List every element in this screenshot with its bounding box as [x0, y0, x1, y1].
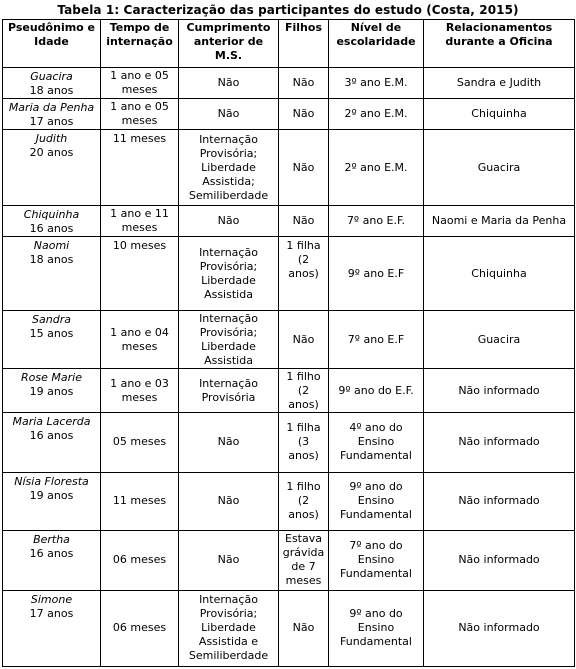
tempo-text: 1 ano e 04 [110, 325, 169, 339]
header-cell [3, 20, 101, 68]
relacionamentos-cell [424, 130, 575, 206]
cumprimento-text: Internação [199, 245, 258, 259]
participant-cell [3, 99, 101, 130]
nivel-text: 9º ano do [349, 480, 403, 494]
filhos-cell [279, 68, 329, 99]
relacionamentos-text: Guacira [477, 332, 521, 346]
nivel-text: 2º ano E.M. [344, 160, 408, 174]
tempo-text: meses [121, 83, 158, 97]
relacionamentos-text: Sandra e Judith [456, 76, 542, 90]
cumprimento-text: Assistida [204, 287, 253, 301]
nivel-text: Ensino [357, 494, 395, 508]
filhos-cell [279, 206, 329, 237]
header-cell [424, 20, 575, 68]
filhos-text: Não [292, 332, 315, 346]
relacionamentos-cell [424, 206, 575, 237]
participant-name: Naomi [33, 239, 70, 253]
nivel-text: 4º ano do [349, 421, 403, 435]
filhos-cell [279, 412, 329, 472]
tempo-cell [101, 412, 179, 472]
relacionamentos-cell [424, 369, 575, 412]
tempo-text: 1 ano e 03 [110, 376, 169, 390]
header-text: Relacionamentos [445, 21, 553, 34]
participant-age: 19 anos [29, 488, 74, 502]
participant-age: 15 anos [29, 327, 74, 341]
relacionamentos-text: Chiquinha [471, 266, 527, 280]
cumprimento-text: Provisória [201, 390, 256, 404]
participant-age: 16 anos [29, 222, 74, 236]
table-row [3, 530, 575, 590]
tempo-cell [101, 311, 179, 369]
cumprimento-cell [179, 237, 279, 311]
nivel-cell [329, 237, 424, 311]
nivel-text: 9º ano E.F [347, 266, 405, 280]
cumprimento-text: Assistida [204, 353, 253, 367]
header-text: Tempo de [109, 21, 170, 34]
relacionamentos-text: Guacira [477, 160, 521, 174]
nivel-text: Fundamental [340, 449, 412, 463]
relacionamentos-cell [424, 311, 575, 369]
cumprimento-text: Não [217, 553, 240, 567]
participant-age: 18 anos [29, 253, 74, 267]
nivel-cell [329, 311, 424, 369]
nivel-cell [329, 68, 424, 99]
nivel-cell [329, 130, 424, 206]
tempo-text: 05 meses [112, 435, 167, 449]
header-text: Pseudônimo e [7, 21, 96, 34]
tempo-cell [101, 206, 179, 237]
relacionamentos-text: Não informado [458, 383, 540, 397]
tempo-text: meses [121, 390, 158, 404]
filhos-text: 1 filho [286, 480, 321, 494]
filhos-text: (2 anos) [288, 383, 319, 411]
filhos-cell [279, 530, 329, 590]
nivel-text: Ensino [357, 621, 395, 635]
tempo-text: meses [121, 114, 158, 128]
participant-age: 17 anos [29, 115, 74, 129]
relacionamentos-text: Não informado [458, 494, 540, 508]
tempo-cell [101, 237, 179, 311]
filhos-text: (3 anos) [288, 435, 319, 463]
participant-age: 16 anos [29, 428, 74, 442]
participant-name: Judith [35, 132, 68, 146]
tempo-cell [101, 130, 179, 206]
participant-cell [3, 206, 101, 237]
participant-name: Chiquinha [23, 208, 80, 222]
participant-name: Bertha [33, 532, 70, 546]
filhos-text: Não [292, 107, 315, 121]
nivel-text: Fundamental [340, 567, 412, 581]
tempo-cell [101, 590, 179, 666]
nivel-cell [329, 99, 424, 130]
cumprimento-text: Não [217, 76, 240, 90]
participant-cell [3, 590, 101, 666]
cumprimento-text: Internação [199, 311, 258, 325]
relacionamentos-text: Naomi e Maria da Penha [431, 214, 567, 228]
filhos-text: (2 anos) [288, 253, 319, 281]
participant-cell [3, 237, 101, 311]
nivel-cell [329, 530, 424, 590]
header-text: Cumprimento [186, 21, 271, 34]
cumprimento-text: Provisória; [199, 146, 258, 160]
relacionamentos-cell [424, 68, 575, 99]
participant-cell [3, 369, 101, 412]
table-row [3, 206, 575, 237]
nivel-text: 9º ano do E.F. [338, 383, 414, 397]
nivel-cell [329, 412, 424, 472]
relacionamentos-text: Não informado [458, 553, 540, 567]
cumprimento-text: Provisória; [199, 325, 258, 339]
tempo-text: 06 meses [112, 621, 167, 635]
nivel-cell [329, 590, 424, 666]
cumprimento-text: Liberdade [201, 621, 256, 635]
nivel-cell [329, 369, 424, 412]
header-cell [179, 20, 279, 68]
participant-name: Sandra [32, 313, 71, 327]
tempo-text: meses [121, 339, 158, 353]
header-text: Nível de [350, 21, 402, 34]
participant-cell [3, 130, 101, 206]
cumprimento-cell [179, 590, 279, 666]
participant-name: Maria da Penha [8, 101, 95, 115]
cumprimento-text: Internação [199, 376, 258, 390]
filhos-text: Não [292, 76, 315, 90]
tempo-text: meses [121, 221, 158, 235]
filhos-text: meses [285, 574, 322, 588]
header-text: internação [106, 35, 173, 48]
header-cell [329, 20, 424, 68]
cumprimento-text: Não [217, 214, 240, 228]
participant-age: 19 anos [29, 385, 74, 399]
filhos-cell [279, 237, 329, 311]
filhos-text: Não [292, 160, 315, 174]
nivel-text: Fundamental [340, 635, 412, 649]
table-row [3, 472, 575, 530]
filhos-cell [279, 472, 329, 530]
header-text: M.S. [214, 49, 243, 62]
filhos-text: 1 filha [286, 421, 321, 435]
cumprimento-text: Internação [199, 593, 258, 607]
cumprimento-text: Internação [199, 132, 258, 146]
cumprimento-text: Assistida; [202, 174, 255, 188]
filhos-text: Estava [285, 532, 322, 546]
cumprimento-cell [179, 68, 279, 99]
filhos-text: Não [292, 621, 315, 635]
nivel-text: Fundamental [340, 508, 412, 522]
participants-table [2, 19, 575, 667]
cumprimento-cell [179, 369, 279, 412]
header-text: anterior de [193, 35, 264, 48]
relacionamentos-cell [424, 412, 575, 472]
filhos-text: (2 anos) [288, 494, 319, 522]
participant-cell [3, 311, 101, 369]
participant-cell [3, 412, 101, 472]
cumprimento-text: Semiliberdade [188, 649, 269, 663]
header-text: durante a Oficina [445, 35, 553, 48]
nivel-text: Ensino [357, 435, 395, 449]
nivel-text: 7º ano E.F. [346, 214, 406, 228]
participant-name: Maria Lacerda [12, 414, 91, 428]
cumprimento-cell [179, 472, 279, 530]
table-row [3, 130, 575, 206]
relacionamentos-cell [424, 99, 575, 130]
table-row [3, 311, 575, 369]
nivel-text: 9º ano do [349, 607, 403, 621]
tempo-cell [101, 472, 179, 530]
tempo-text: 1 ano e 05 [110, 100, 169, 114]
cumprimento-cell [179, 311, 279, 369]
nivel-cell [329, 206, 424, 237]
relacionamentos-cell [424, 530, 575, 590]
participant-name: Rose Marie [21, 371, 82, 385]
nivel-text: 2º ano E.M. [344, 107, 408, 121]
participant-name: Guacira [30, 70, 73, 83]
cumprimento-cell [179, 412, 279, 472]
cumprimento-cell [179, 206, 279, 237]
table-row [3, 237, 575, 311]
filhos-cell [279, 130, 329, 206]
participant-cell [3, 472, 101, 530]
relacionamentos-cell [424, 472, 575, 530]
participant-age: 20 anos [29, 146, 74, 160]
table-caption: Tabela 1: Caracterização das participantes do estudo (Costa, 2015) [57, 3, 519, 17]
participant-cell [3, 68, 101, 99]
nivel-text: 7º ano E.F [347, 332, 405, 346]
participant-name: Nísia Floresta [14, 474, 89, 488]
filhos-cell [279, 311, 329, 369]
nivel-text: 7º ano do [349, 539, 403, 553]
cumprimento-text: Liberdade [201, 339, 256, 353]
table-row [3, 68, 575, 99]
tempo-text: 10 meses [112, 239, 167, 253]
tempo-text: 11 meses [112, 494, 167, 508]
participant-age: 18 anos [29, 84, 74, 97]
participant-cell [3, 530, 101, 590]
cumprimento-text: Liberdade [201, 273, 256, 287]
participant-name: Simone [30, 592, 73, 606]
nivel-text: 3º ano E.M. [344, 76, 408, 90]
tempo-cell [101, 369, 179, 412]
tempo-cell [101, 68, 179, 99]
cumprimento-text: Não [217, 435, 240, 449]
participant-age: 16 anos [29, 546, 74, 560]
table-row [3, 412, 575, 472]
header-text: escolaridade [336, 35, 416, 48]
table-row [3, 369, 575, 412]
cumprimento-text: Provisória; [199, 259, 258, 273]
tempo-text: 11 meses [112, 132, 167, 146]
filhos-text: de 7 [291, 560, 316, 574]
header-cell [279, 20, 329, 68]
header-text: Idade [34, 35, 69, 48]
relacionamentos-text: Não informado [458, 621, 540, 635]
filhos-cell [279, 99, 329, 130]
filhos-text: 1 filho [286, 369, 321, 383]
tempo-cell [101, 99, 179, 130]
filhos-text: Não [292, 214, 315, 228]
nivel-cell [329, 472, 424, 530]
nivel-text: Ensino [357, 553, 395, 567]
relacionamentos-cell [424, 237, 575, 311]
tempo-text: 1 ano e 11 [110, 207, 169, 221]
cumprimento-cell [179, 530, 279, 590]
cumprimento-text: Provisória; [199, 607, 258, 621]
cumprimento-text: Semiliberdade [188, 188, 269, 202]
cumprimento-cell [179, 99, 279, 130]
tempo-text: 06 meses [112, 553, 167, 567]
header-row [3, 20, 575, 68]
cumprimento-cell [179, 130, 279, 206]
filhos-text: grávida [282, 546, 325, 560]
relacionamentos-text: Não informado [458, 435, 540, 449]
filhos-cell [279, 369, 329, 412]
header-text: Filhos [285, 21, 322, 34]
table-row [3, 99, 575, 130]
header-cell [101, 20, 179, 68]
relacionamentos-text: Chiquinha [471, 107, 527, 121]
cumprimento-text: Não [217, 107, 240, 121]
relacionamentos-cell [424, 590, 575, 666]
cumprimento-text: Assistida e [198, 635, 259, 649]
table-row [3, 590, 575, 666]
tempo-text: 1 ano e 05 [110, 69, 169, 83]
participant-age: 17 anos [29, 606, 74, 620]
cumprimento-text: Liberdade [201, 160, 256, 174]
tempo-cell [101, 530, 179, 590]
filhos-cell [279, 590, 329, 666]
cumprimento-text: Não [217, 494, 240, 508]
filhos-text: 1 filha [286, 239, 321, 253]
